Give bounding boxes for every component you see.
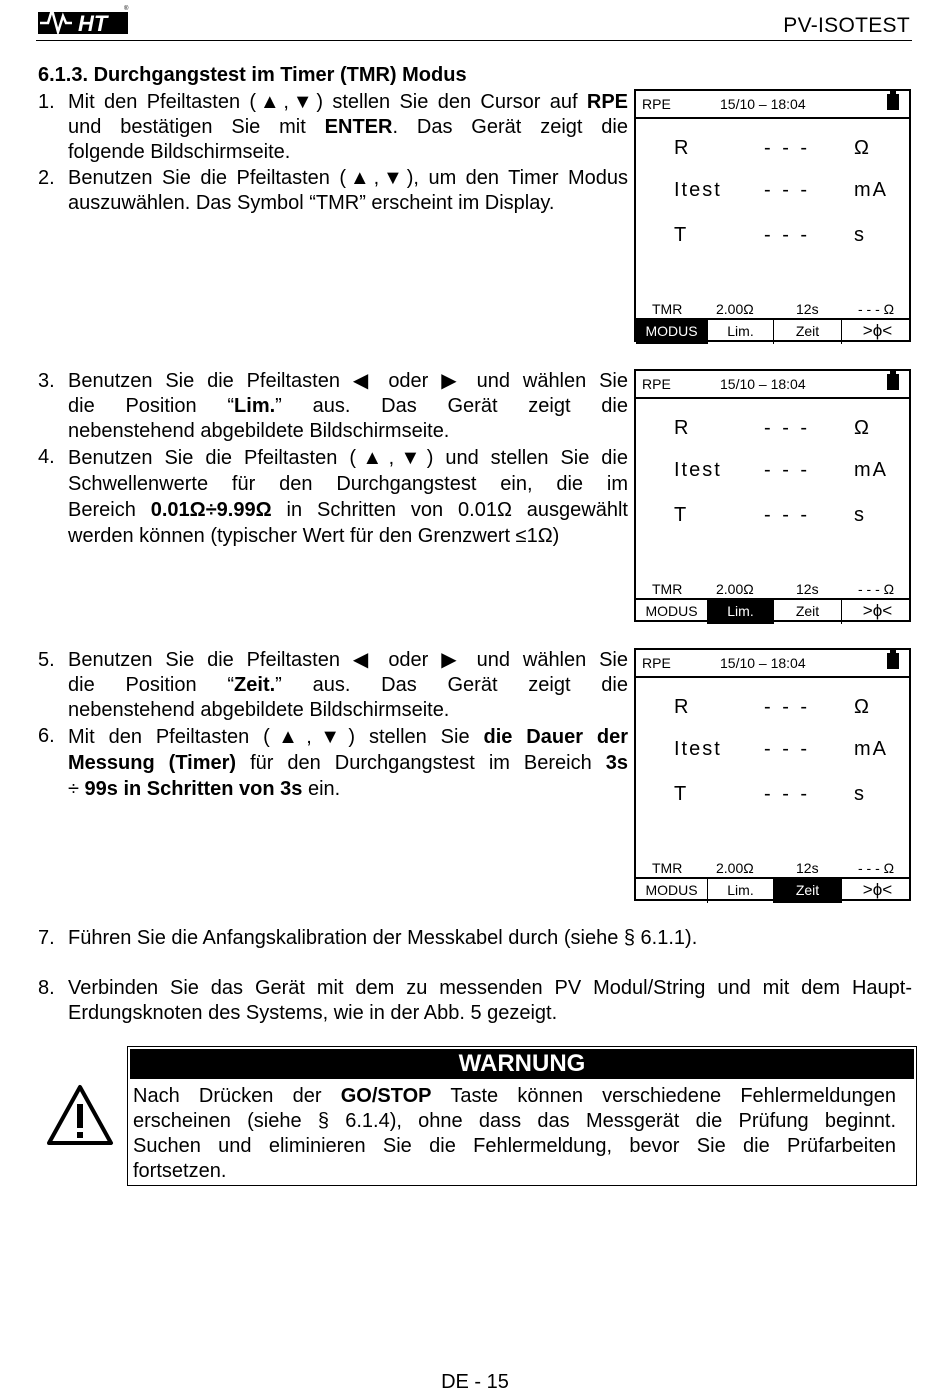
- section-title: 6.1.3. Durchgangstest im Timer (TMR) Modus: [38, 64, 467, 86]
- instrument-screen: [634, 648, 911, 901]
- status-time: 12s: [796, 301, 819, 317]
- status-mode: TMR: [652, 860, 683, 876]
- logo-text: HT: [78, 11, 108, 36]
- measurement-unit: mA: [854, 738, 888, 760]
- softkey-tab[interactable]: MODUS: [636, 320, 708, 344]
- measurement-label: Itest: [674, 738, 722, 760]
- softkey-bar: [636, 877, 909, 903]
- measurement-value: - - -: [764, 738, 811, 760]
- measurement-value: - - -: [764, 459, 811, 481]
- status-limit: 2.00Ω: [716, 301, 754, 317]
- softkey-tab[interactable]: MODUS: [636, 600, 708, 624]
- screen-header: [636, 650, 909, 678]
- status-mode: TMR: [652, 581, 683, 597]
- softkey-tab[interactable]: Lim.: [708, 600, 774, 624]
- status-limit: 2.00Ω: [716, 581, 754, 597]
- softkey-tab[interactable]: Zeit: [774, 879, 842, 903]
- step-number: 4.: [38, 446, 55, 468]
- instrument-screen: [634, 89, 911, 342]
- softkey-tab[interactable]: MODUS: [636, 879, 708, 903]
- softkey-tab[interactable]: Lim.: [708, 320, 774, 344]
- measurement-value: - - -: [764, 417, 811, 439]
- softkey-tab[interactable]: >ϕ<: [862, 321, 893, 340]
- status-time: 12s: [796, 581, 819, 597]
- measurement-value: - - -: [764, 179, 811, 201]
- measurement-unit: s: [854, 783, 864, 805]
- softkey-tab[interactable]: >ϕ<: [862, 601, 893, 620]
- screen-header: [636, 91, 909, 119]
- warning-triangle-icon: [46, 1084, 114, 1146]
- datetime: 15/10 – 18:04: [720, 376, 806, 392]
- status-mode: TMR: [652, 301, 683, 317]
- status-result: - - - Ω: [858, 860, 895, 876]
- measurement-label: T: [674, 783, 687, 805]
- measurement-unit: mA: [854, 459, 888, 481]
- ht-logo: [38, 4, 130, 36]
- warning-heading: WARNUNG: [130, 1049, 914, 1079]
- measurement-unit: Ω: [854, 137, 869, 159]
- measurement-unit: Ω: [854, 417, 869, 439]
- datetime: 15/10 – 18:04: [720, 96, 806, 112]
- softkey-tab[interactable]: Lim.: [708, 879, 774, 903]
- measurement-value: - - -: [764, 783, 811, 805]
- measurement-unit: s: [854, 224, 864, 246]
- model-name: PV-ISOTEST: [783, 14, 910, 37]
- step-number: 2.: [38, 167, 55, 189]
- measurement-unit: s: [854, 504, 864, 526]
- step-number: 5.: [38, 649, 55, 671]
- step-8-text: Verbinden Sie das Gerät mit dem zu messenden PV Modul/String und mit dem Haupt- Erdungsknoten des Systems, wie in der Abb. 5 gezeigt.: [68, 977, 912, 1024]
- function-label: RPE: [642, 655, 671, 671]
- warning-text: Nach Drücken der GO/STOP Taste können verschiedene Fehlermeldungen erscheinen (siehe § 6.1.4), ohne dass das Messgerät die Prüfung beginnt. Suchen und eliminieren Sie die Fehlermeldung, bevor Sie die Prüfarbeiten fortsetzen.: [133, 1085, 896, 1182]
- function-label: RPE: [642, 376, 671, 392]
- step-5-text: Benutzen Sie die Pfeiltasten ◀ oder ▶ und wählen Sie die Position “Zeit.” aus. Das Gerät zeigt die nebenstehend abgebildete Bildschirmseite.: [68, 649, 628, 721]
- step-7-text: Führen Sie die Anfangskalibration der Messkabel durch (siehe § 6.1.1).: [68, 927, 698, 949]
- step-number: 3.: [38, 370, 55, 392]
- softkey-bar: [636, 598, 909, 624]
- measurement-label: Itest: [674, 179, 722, 201]
- battery-icon: [887, 94, 899, 110]
- function-label: RPE: [642, 96, 671, 112]
- step-number: 1.: [38, 91, 55, 113]
- step-3-text: Benutzen Sie die Pfeiltasten ◀ oder ▶ und wählen Sie die Position “Lim.” aus. Das Gerät zeigt die nebenstehend abgebildete Bildschirmseite.: [68, 370, 628, 442]
- svg-text:®: ®: [124, 6, 129, 12]
- step-number: 8.: [38, 977, 55, 999]
- step-number: 7.: [38, 927, 55, 949]
- measurement-label: R: [674, 696, 689, 718]
- step-2-text: Benutzen Sie die Pfeiltasten (▲,▼), um den Timer Modus auszuwählen. Das Symbol “TMR” erscheint im Display.: [68, 167, 628, 214]
- measurement-label: T: [674, 224, 687, 246]
- datetime: 15/10 – 18:04: [720, 655, 806, 671]
- warning-box: [127, 1046, 917, 1186]
- softkey-tab[interactable]: Zeit: [774, 320, 842, 344]
- page-number: DE - 15: [441, 1371, 509, 1393]
- step-6-text: Mit den Pfeiltasten (▲,▼) stellen Sie die Dauer der Messung (Timer) für den Durchgangstest im Bereich 3s ÷ 99s in Schritten von 3s ein.: [68, 726, 629, 800]
- measurement-unit: Ω: [854, 696, 869, 718]
- measurement-label: R: [674, 137, 689, 159]
- status-result: - - - Ω: [858, 581, 895, 597]
- status-time: 12s: [796, 860, 819, 876]
- battery-icon: [887, 374, 899, 390]
- status-limit: 2.00Ω: [716, 860, 754, 876]
- step-4-text: Benutzen Sie die Pfeiltasten (▲,▼) und stellen Sie die Schwellenwerte für den Durchgangstest ein, die im Bereich 0.01Ω÷9.99Ω in Schritten von 0.01Ω ausgewählt werden können (typischer Wert für den Grenzwert ≤1Ω): [68, 447, 628, 547]
- measurement-unit: mA: [854, 179, 888, 201]
- measurement-value: - - -: [764, 224, 811, 246]
- softkey-tab[interactable]: Zeit: [774, 600, 842, 624]
- instrument-screen: [634, 369, 911, 622]
- measurement-label: T: [674, 504, 687, 526]
- softkey-bar: [636, 318, 909, 344]
- softkey-tab[interactable]: >ϕ<: [862, 880, 893, 899]
- screen-header: [636, 371, 909, 399]
- measurement-value: - - -: [764, 504, 811, 526]
- battery-icon: [887, 653, 899, 669]
- step-number: 6.: [38, 725, 55, 747]
- measurement-label: Itest: [674, 459, 722, 481]
- measurement-value: - - -: [764, 696, 811, 718]
- step-1-text: Mit den Pfeiltasten (▲,▼) stellen Sie den Cursor auf RPE und bestätigen Sie mit ENTER. Das Gerät zeigt die folgende Bildschirmseite.: [68, 91, 628, 163]
- measurement-value: - - -: [764, 137, 811, 159]
- measurement-label: R: [674, 417, 689, 439]
- header-rule: [36, 40, 912, 41]
- status-result: - - - Ω: [858, 301, 895, 317]
